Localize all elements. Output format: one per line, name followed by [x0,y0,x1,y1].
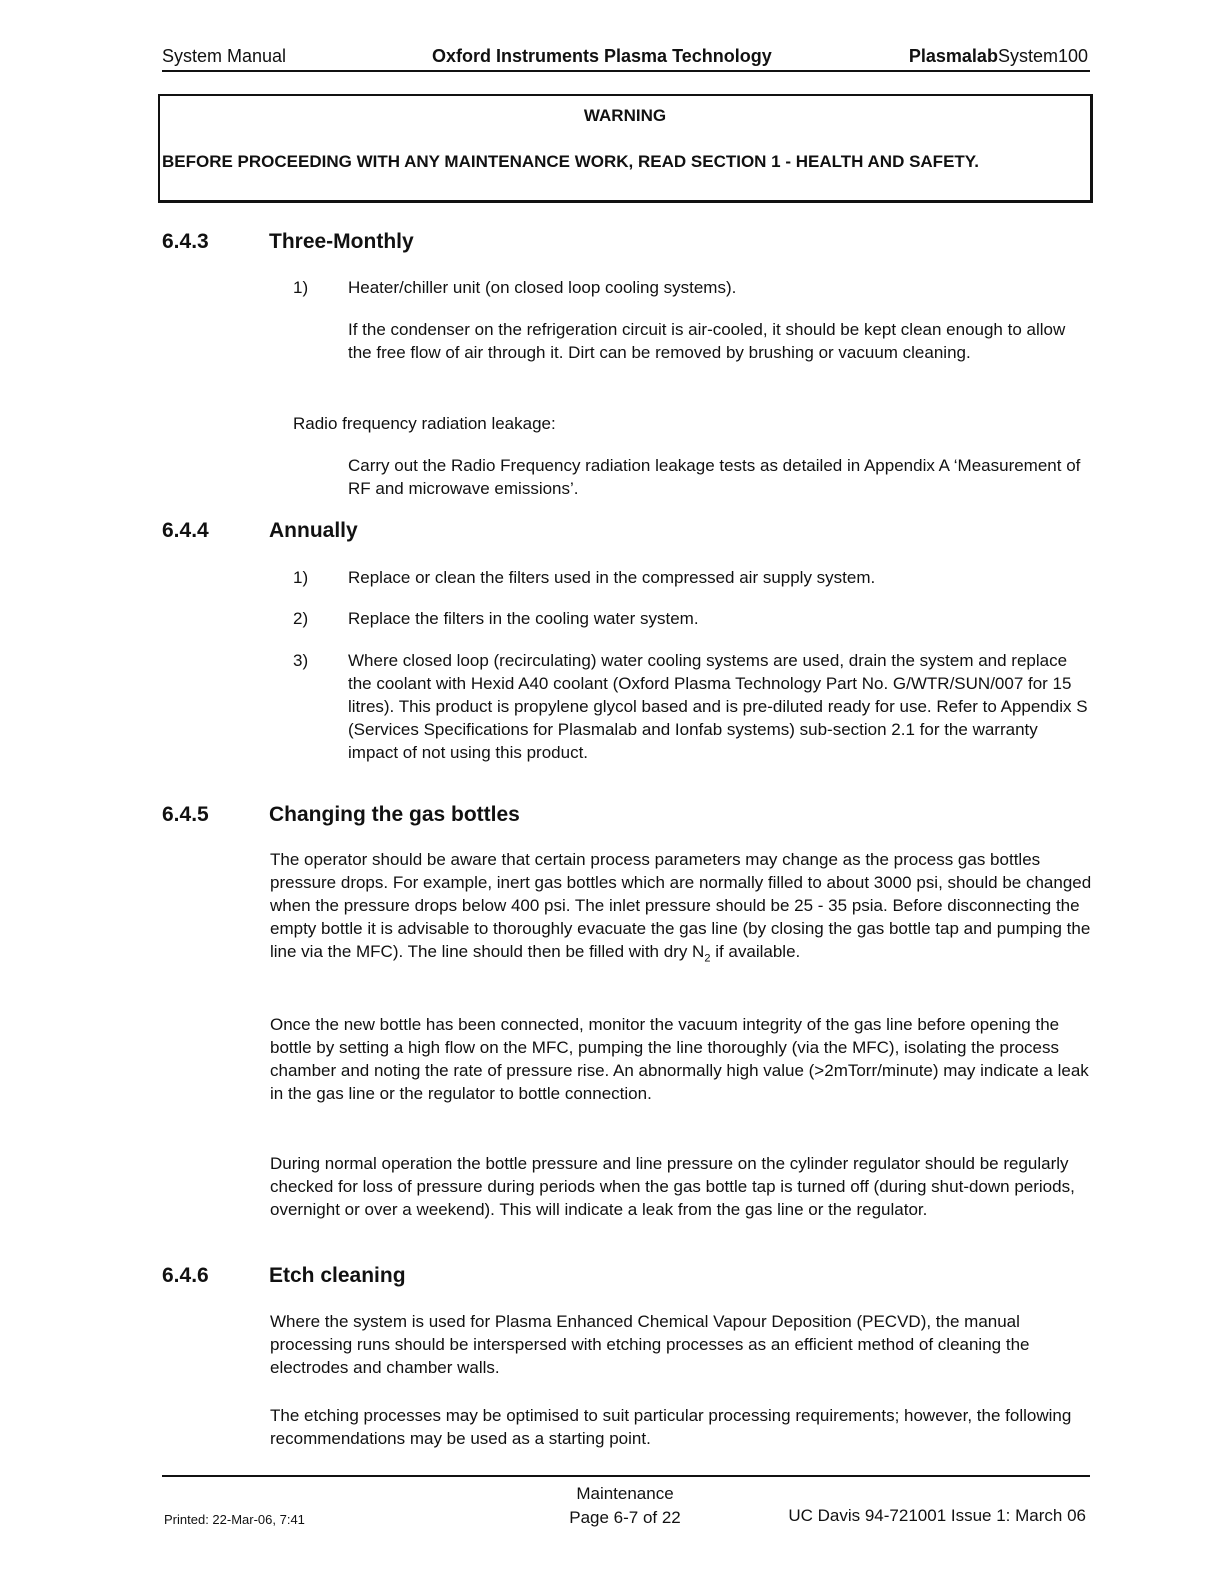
warning-title: WARNING [583,106,667,125]
footer-printed-date: Printed: 22-Mar-06, 7:41 [164,1512,305,1527]
header-product-bold: Plasmalab [908,46,998,66]
list-item-number: 1) [293,568,309,587]
paragraph: Carry out the Radio Frequency radiation leakage tests as detailed in Appendix A ‘Measurement of RF and microwave emissions’. [348,456,1081,498]
paragraph: The etching processes may be optimised to suit particular processing requirements; however, the following recommendations may be used as a starting point. [270,1406,1072,1448]
paragraph: Once the new bottle has been connected, monitor the vacuum integrity of the gas line before opening the bottle by setting a high flow on the MFC, pumping the line thoroughly (via the MFC), isolating the process chamber and noting the rate of pressure rise. An abnormally high value (>2mTorr/minute) may indicate a leak in the gas line or the regulator to bottle connection. [270,1015,1089,1103]
footer-page-number: Page 6-7 of 22 [569,1508,681,1527]
header-product [909,46,1088,67]
paragraph: During normal operation the bottle pressure and line pressure on the cylinder regulator should be regularly checked for loss of pressure during periods when the gas bottle tap is turned off (during shut-down periods, overnight or over a weekend). This will indicate a leak from the gas line or the regulator. [270,1154,1075,1219]
section-title: Changing the gas bottles [269,803,520,826]
paragraph: Where the system is used for Plasma Enhanced Chemical Vapour Deposition (PECVD), the manual processing runs should be interspersed with etching processes as an efficient method of cleaning the electrodes and chamber walls. [270,1312,1030,1377]
header-company: Oxford Instruments Plasma Technology [432,46,772,66]
page-header [162,44,1090,72]
section-title: Etch cleaning [269,1264,406,1287]
section-number: 6.4.3 [162,230,209,253]
list-item-text: Heater/chiller unit (on closed loop cooling systems). [348,278,737,297]
footer-doc-reference: UC Davis 94-721001 Issue 1: March 06 [788,1506,1086,1525]
subheading-rf-leakage: Radio frequency radiation leakage: [293,414,556,433]
header-product-regular: System100 [997,46,1088,66]
list-item-text: Replace the filters in the cooling water system. [348,609,699,628]
paragraph-text: The operator should be aware that certain process parameters may change as the process gas bottles pressure drops. For example, inert gas bottles which are normally filled to about 3000 psi, should be changed when the pressure drops below 400 psi. The inlet pressure should be 25 - 35 psia. Before disconnecting the empty bottle it is advisable to thoroughly evacuate the gas line (by closing the gas bottle tap and pumping the line via the MFC). The line should then be filled with dry N [270,850,1092,961]
list-item-number: 1) [293,278,309,297]
footer-divider [162,1475,1090,1477]
warning-message: BEFORE PROCEEDING WITH ANY MAINTENANCE WORK, READ SECTION 1 - HEALTH AND SAFETY. [162,152,979,171]
warning-box [158,94,1093,203]
paragraph-text: if available. [710,942,801,961]
subscript: 2 [704,952,711,965]
paragraph: If the condenser on the refrigeration circuit is air-cooled, it should be kept clean enough to allow the free flow of air through it. Dirt can be removed by brushing or vacuum cleaning. [348,320,1066,362]
list-item-number: 3) [293,651,309,670]
section-number: 6.4.6 [162,1264,209,1287]
footer-page-info [560,1482,690,1530]
header-manual-title: System Manual [162,46,287,66]
section-number: 6.4.5 [162,803,209,826]
section-number: 6.4.4 [162,519,209,542]
section-title: Annually [269,519,358,542]
paragraph [270,848,1092,970]
footer-chapter: Maintenance [576,1484,674,1503]
list-item-text: Where closed loop (recirculating) water cooling systems are used, drain the system and replace the coolant with Hexid A40 coolant (Oxford Plasma Technology Part No. G/WTR/SUN/007 for 15 litres). This product is propylene glycol based and is pre-diluted ready for use. Refer to Appendix S (Services Specifications for Plasmalab and Ionfab systems) sub-section 2.1 for the warranty impact of not using this product. [348,651,1088,762]
list-item-text: Replace or clean the filters used in the compressed air supply system. [348,568,876,587]
section-title: Three-Monthly [269,230,414,253]
list-item-number: 2) [293,609,309,628]
